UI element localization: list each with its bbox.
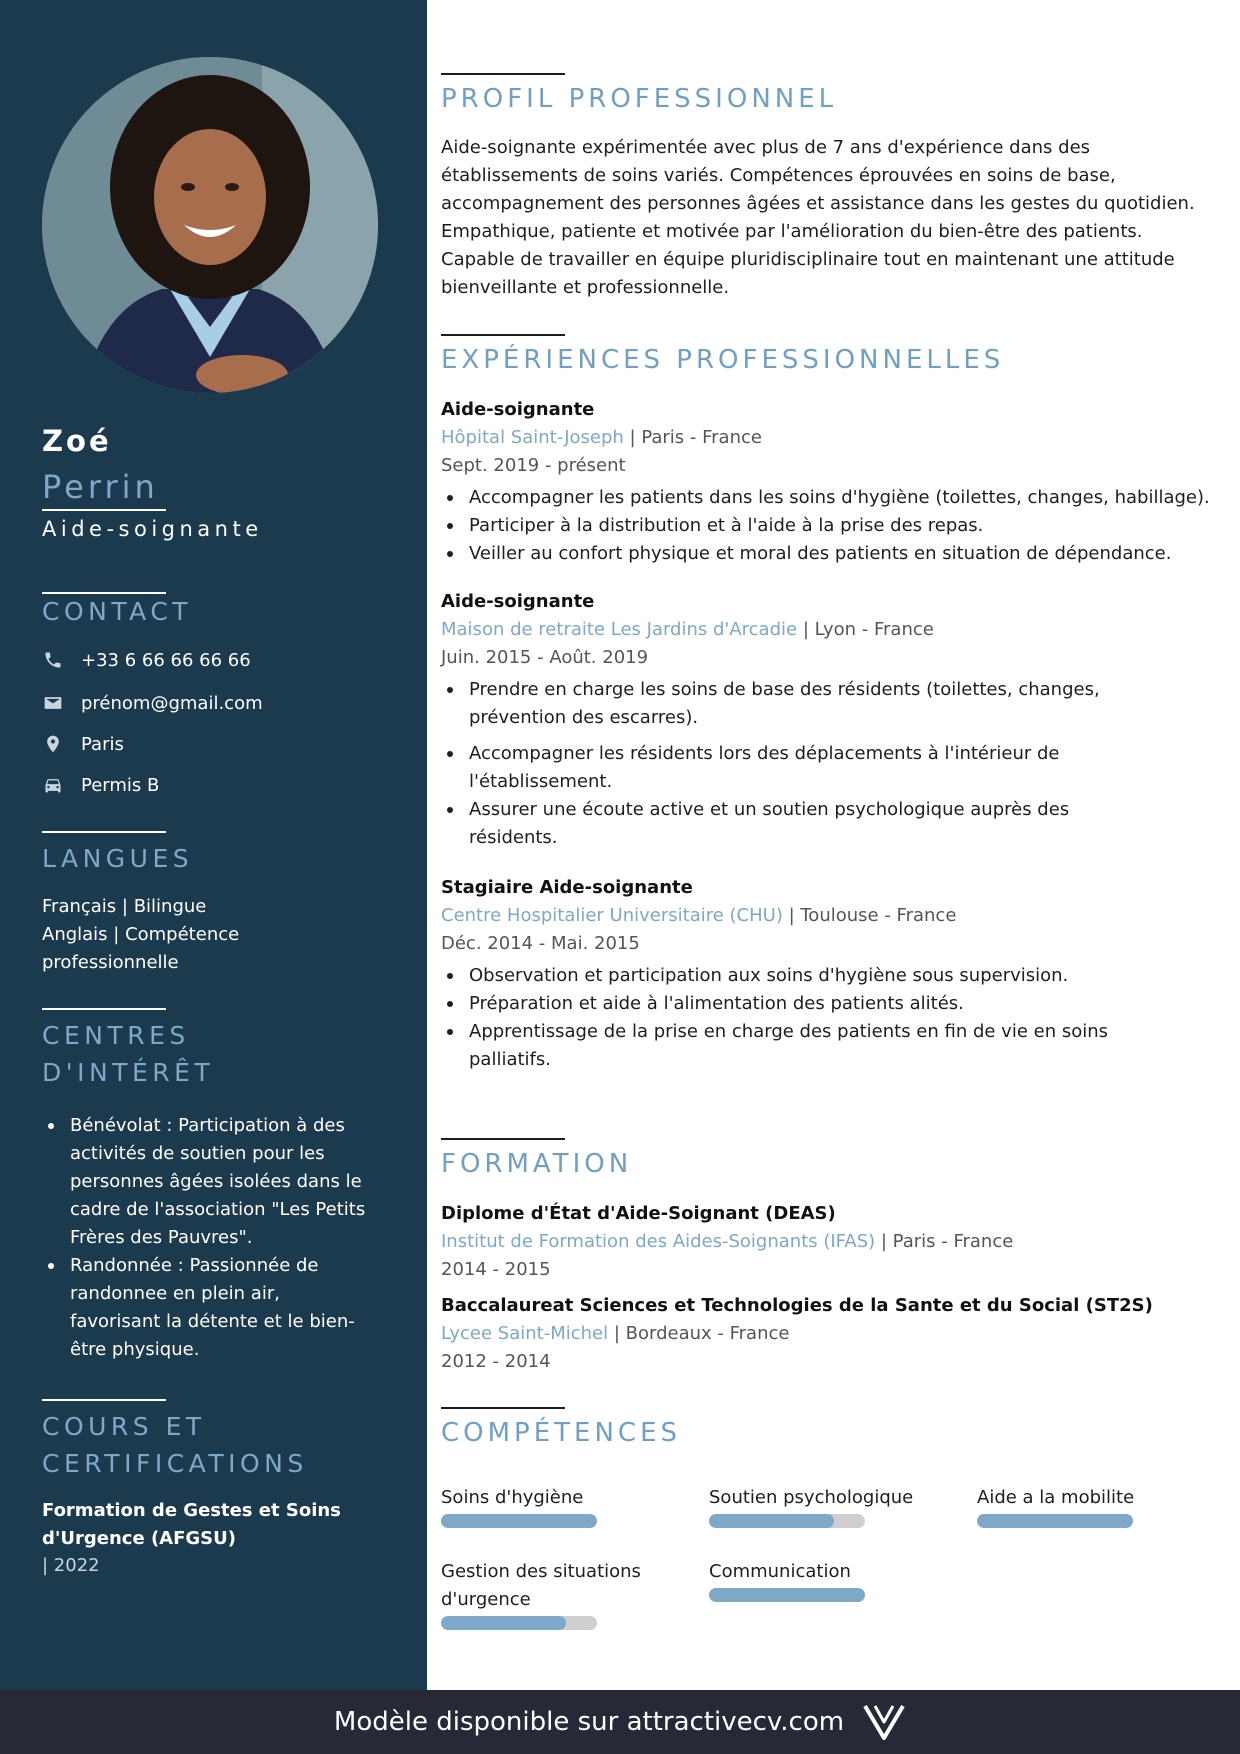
education-org-1 [441, 1231, 1013, 1252]
skill-label: Soins d'hygiène [441, 1487, 584, 1508]
certification-title: Formation de Gestes et Soins d'Urgence (AFGSU) [42, 1500, 341, 1549]
skill-bar-fill [977, 1514, 1133, 1528]
education-location: | Paris - France [875, 1231, 1014, 1252]
education-dates-1: 2014 - 2015 [441, 1259, 551, 1280]
last-name: Perrin [42, 468, 159, 506]
education-divider [441, 1138, 565, 1140]
job-title-1: Aide-soignante [441, 399, 595, 420]
education-dates-2: 2012 - 2014 [441, 1351, 551, 1372]
job-org-1 [441, 427, 762, 448]
contact-license [42, 774, 159, 796]
skill-bar [441, 1514, 597, 1528]
job-bullets-3 [441, 962, 1141, 1074]
languages-list [42, 893, 272, 977]
location-pin-icon [42, 733, 64, 755]
skills-divider [441, 1407, 565, 1409]
job-org-3 [441, 905, 956, 926]
profile-photo-illustration [42, 57, 378, 393]
mail-icon [42, 692, 64, 714]
job-location: | Lyon - France [797, 619, 934, 640]
skill-bar-fill [441, 1514, 597, 1528]
experience-heading: EXPÉRIENCES PROFESSIONNELLES [441, 345, 1005, 375]
skill-label: Aide a la mobilite [977, 1487, 1135, 1508]
skill-label: Communication [709, 1561, 851, 1582]
first-name: Zoé [42, 424, 112, 458]
city-text: Paris [81, 733, 124, 755]
certification-date: | 2022 [42, 1555, 100, 1576]
skill-label: Gestion des situations d'urgence [441, 1561, 641, 1610]
interest-item: Randonnée : Passionnée de randonnee en plein air, favorisant la détente et le bien-être physique. [42, 1252, 372, 1364]
skill-bar [709, 1514, 865, 1528]
skill-label: Soutien psychologique [709, 1487, 914, 1508]
job-title: Aide-soignante [42, 517, 263, 541]
skills-heading: COMPÉTENCES [441, 1418, 682, 1448]
footer-text: Modèle disponible sur attractivecv.com [333, 1707, 845, 1737]
education-org-name: Institut de Formation des Aides-Soignants (IFAS) [441, 1231, 876, 1252]
language-english: Anglais | Compétence professionnelle [42, 924, 240, 973]
job-location: | Paris - France [623, 427, 762, 448]
job-bullets-1 [441, 484, 1231, 568]
interests-heading-line1: CENTRES [42, 1021, 190, 1050]
interests-divider [42, 1008, 166, 1010]
interests-list [42, 1112, 372, 1364]
education-org-name: Lycee Saint-Michel [441, 1323, 609, 1344]
interests-heading-line2: D'INTÉRÊT [42, 1058, 215, 1087]
contact-email [42, 692, 263, 714]
job-bullet: Assurer une écoute active et un soutien psychologique auprès des résidents. [441, 796, 1141, 852]
job-bullet: Participer à la distribution et à l'aide à la prise des repas. [441, 512, 1231, 540]
attractivecv-logo-icon [862, 1702, 906, 1742]
interest-item: Bénévolat : Participation à des activités de soutien pour les personnes âgées isolées dans le cadre de l'association "Les Petits Frères des Pauvres". [42, 1112, 372, 1252]
interests-heading [42, 1017, 214, 1091]
contact-city [42, 733, 124, 755]
profile-divider [441, 73, 565, 75]
job-location: | Toulouse - France [782, 905, 957, 926]
job-org-2 [441, 619, 934, 640]
education-location: | Bordeaux - France [608, 1323, 790, 1344]
job-org-name: Maison de retraite Les Jardins d'Arcadie [441, 619, 798, 640]
skill-bar-fill [709, 1588, 865, 1602]
phone-text: +33 6 66 66 66 66 [81, 649, 251, 671]
job-bullets-2 [441, 676, 1141, 852]
education-title-1: Diplome d'État d'Aide-Soignant (DEAS) [441, 1203, 836, 1224]
languages-divider [42, 831, 166, 833]
job-dates-2: Juin. 2015 - Août. 2019 [441, 647, 649, 668]
skill-bar-fill [709, 1514, 834, 1528]
job-bullet: Accompagner les patients dans les soins d'hygiène (toilettes, changes, habillage). [441, 484, 1231, 512]
skill-item [709, 1558, 949, 1602]
education-heading: FORMATION [441, 1149, 633, 1179]
job-dates-1: Sept. 2019 - présent [441, 455, 626, 476]
skill-item [441, 1484, 681, 1528]
skill-item [709, 1484, 949, 1528]
education-org-2 [441, 1323, 789, 1344]
job-bullet: Observation et participation aux soins d'hygiène sous supervision. [441, 962, 1141, 990]
sidebar [0, 0, 427, 1690]
skill-bar-fill [441, 1616, 566, 1630]
certifications-heading [42, 1408, 308, 1482]
job-bullet: Préparation et aide à l'alimentation des patients alités. [441, 990, 1141, 1018]
phone-icon [42, 649, 64, 671]
job-bullet: Apprentissage de la prise en charge des patients en fin de vie en soins palliatifs. [441, 1018, 1141, 1074]
job-dates-3: Déc. 2014 - Mai. 2015 [441, 933, 640, 954]
job-title-3: Stagiaire Aide-soignante [441, 877, 693, 898]
footer-banner [0, 1690, 1240, 1754]
car-icon [42, 774, 64, 796]
job-org-name: Hôpital Saint-Joseph [441, 427, 624, 448]
email-text: prénom@gmail.com [81, 692, 263, 714]
job-org-name: Centre Hospitalier Universitaire (CHU) [441, 905, 783, 926]
contact-phone [42, 649, 251, 671]
profile-heading: PROFIL PROFESSIONNEL [441, 84, 838, 114]
profile-photo [42, 57, 378, 393]
skill-item [441, 1558, 656, 1630]
education-title-2: Baccalaureat Sciences et Technologies de la Sante et du Social (ST2S) [441, 1295, 1153, 1316]
certifications-divider [42, 1399, 166, 1401]
certifications-heading-line1: COURS ET [42, 1412, 206, 1441]
contact-heading: CONTACT [42, 597, 193, 626]
job-bullet: Prendre en charge les soins de base des résidents (toilettes, changes, prévention des escarres). [441, 676, 1141, 732]
certifications-heading-line2: CERTIFICATIONS [42, 1449, 308, 1478]
language-french: Français | Bilingue [42, 896, 207, 917]
skill-item [977, 1484, 1217, 1528]
skill-bar [441, 1616, 597, 1630]
skill-bar [977, 1514, 1133, 1528]
profile-summary: Aide-soignante expérimentée avec plus de 7 ans d'expérience dans des établissements de soins variés. Compétences éprouvées en soins de base, accompagnement des personnes âgées et assistance dans les gestes du quotidien. Empathique, patiente et motivée par l'amélioration du bien-être des patients. Capable de travailler en équipe pluridisciplinaire tout en maintenant une attitude bienveillante et professionnelle. [441, 137, 1195, 298]
job-bullet: Accompagner les résidents lors des déplacements à l'intérieur de l'établissement. [441, 740, 1141, 796]
job-title-2: Aide-soignante [441, 591, 595, 612]
skill-bar [709, 1588, 865, 1602]
experience-divider [441, 334, 565, 336]
license-text: Permis B [81, 774, 160, 796]
languages-heading: LANGUES [42, 844, 194, 873]
name-divider [42, 509, 166, 511]
job-bullet: Veiller au confort physique et moral des patients en situation de dépendance. [441, 540, 1231, 568]
